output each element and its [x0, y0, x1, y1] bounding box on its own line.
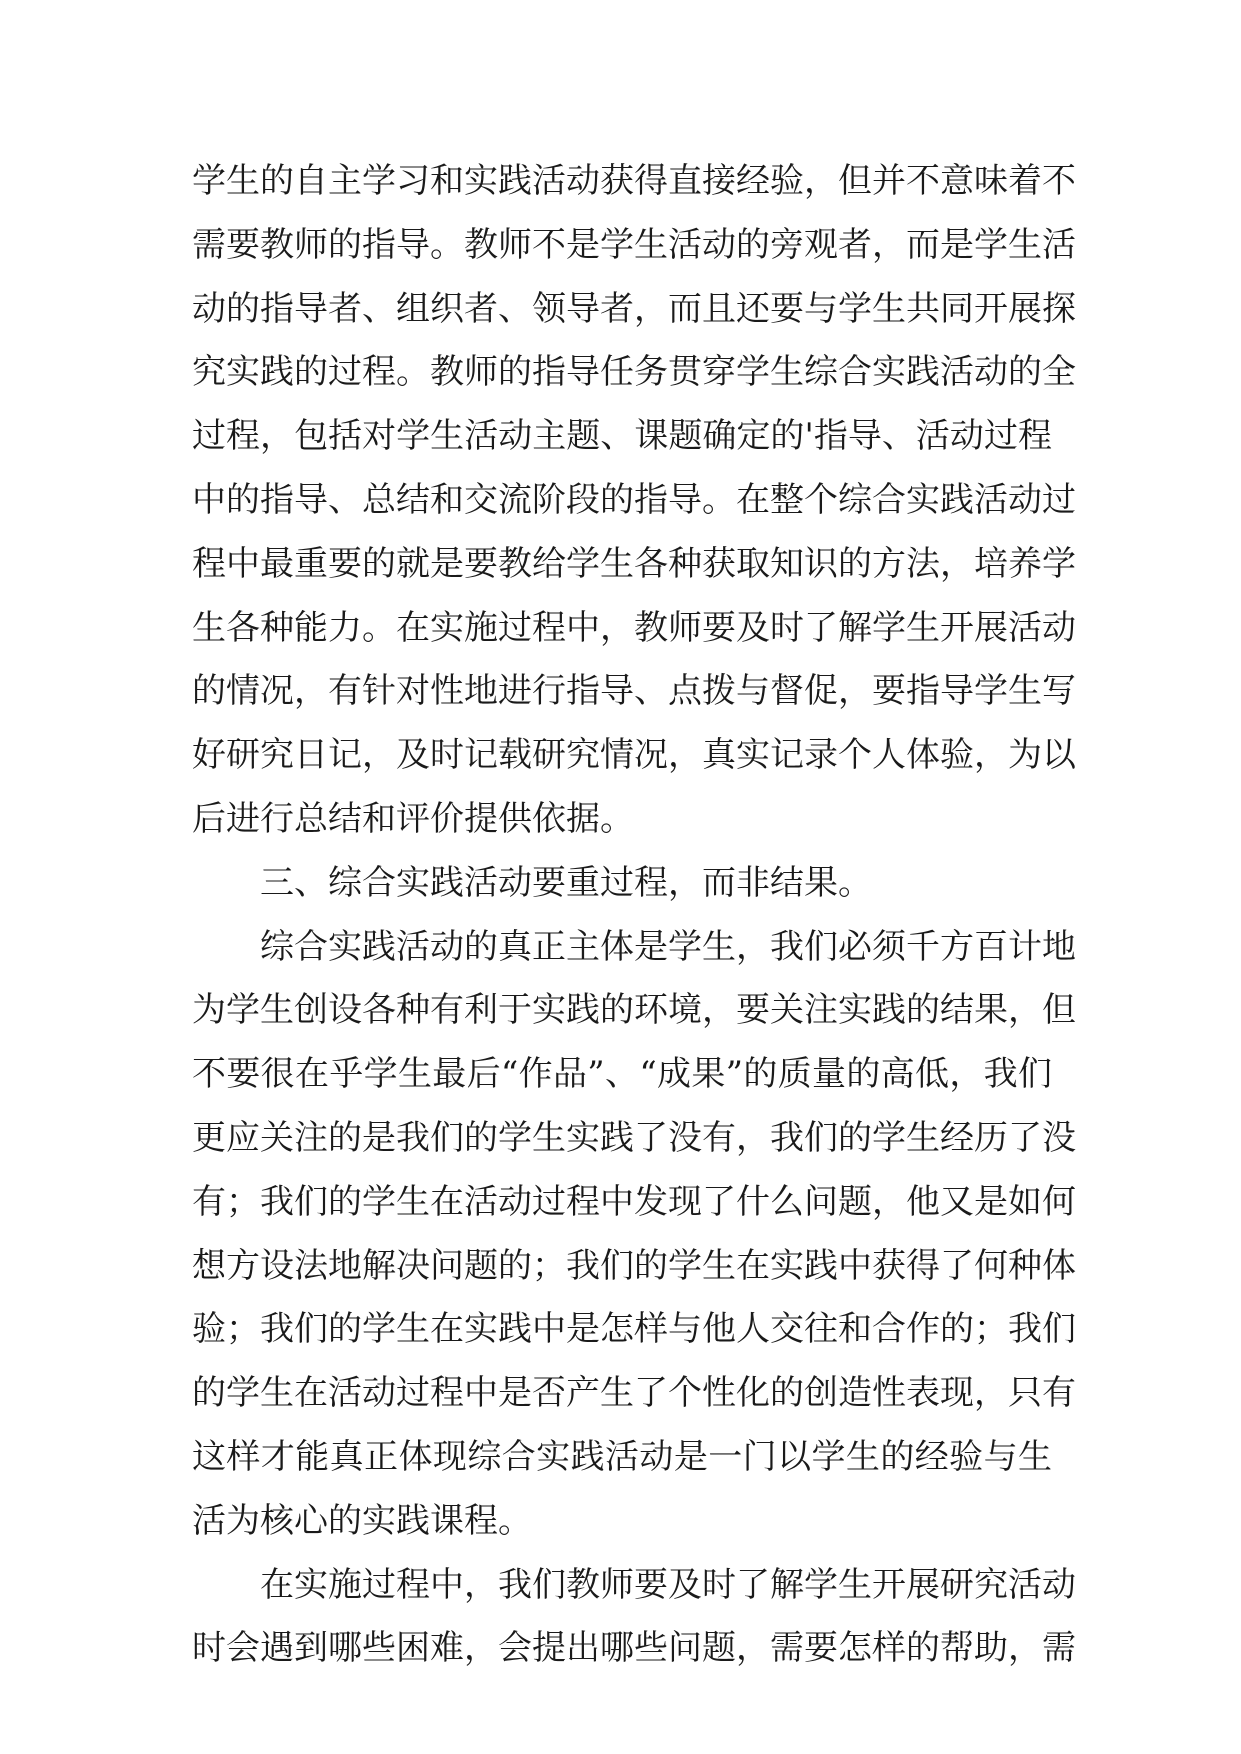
- text-line: 的学生在活动过程中是否产生了个性化的创造性表现，只有: [192, 1373, 1076, 1414]
- text-line: 过程，包括对学生活动主题、课题确定的'指导、活动过程: [192, 416, 1052, 457]
- text-line: 三、综合实践活动要重过程，而非结果。: [260, 862, 872, 903]
- text-line: 综合实践活动的真正主体是学生，我们必须千方百计地: [260, 926, 1076, 967]
- text-line: 更应关注的是我们的学生实践了没有，我们的学生经历了没: [192, 1117, 1076, 1158]
- text-line: 的情况，有针对性地进行指导、点拨与督促，要指导学生写: [192, 671, 1076, 712]
- text-line: 究实践的过程。教师的指导任务贯穿学生综合实践活动的全: [192, 352, 1076, 393]
- body-text: [192, 150, 1076, 1681]
- text-line: 学生的自主学习和实践活动获得直接经验，但并不意味着不: [192, 161, 1076, 201]
- text-line: 想方设法地解决问题的；我们的学生在实践中获得了何种体: [192, 1245, 1076, 1286]
- text-line: 动的指导者、组织者、领导者，而且还要与学生共同开展探: [192, 288, 1076, 329]
- text-line: 后进行总结和评价提供依据。: [192, 798, 634, 839]
- text-line: 在实施过程中，我们教师要及时了解学生开展研究活动: [260, 1564, 1076, 1605]
- text-line: 程中最重要的就是要教给学生各种获取知识的方法，培养学: [192, 543, 1076, 584]
- text-line: 为学生创设各种有利于实践的环境，要关注实践的结果，但: [192, 990, 1076, 1031]
- text-line: 不要很在乎学生最后“作品”、“成果”的质量的高低，我们: [192, 1054, 1052, 1095]
- text-line: 活为核心的实践课程。: [192, 1500, 532, 1541]
- text-line: 生各种能力。在实施过程中，教师要及时了解学生开展活动: [192, 607, 1076, 648]
- text-line: 需要教师的指导。教师不是学生活动的旁观者，而是学生活: [192, 224, 1076, 265]
- text-line: 这样才能真正体现综合实践活动是一门以学生的经验与生: [192, 1436, 1052, 1477]
- text-line: 有；我们的学生在活动过程中发现了什么问题，他又是如何: [192, 1181, 1076, 1222]
- text-line: 好研究日记，及时记载研究情况，真实记录个人体验，为以: [192, 735, 1076, 776]
- text-line: 验；我们的学生在实践中是怎样与他人交往和合作的；我们: [192, 1309, 1076, 1350]
- text-line: 中的指导、总结和交流阶段的指导。在整个综合实践活动过: [192, 479, 1076, 520]
- text-line: 时会遇到哪些困难，会提出哪些问题，需要怎样的帮助，需: [192, 1628, 1076, 1669]
